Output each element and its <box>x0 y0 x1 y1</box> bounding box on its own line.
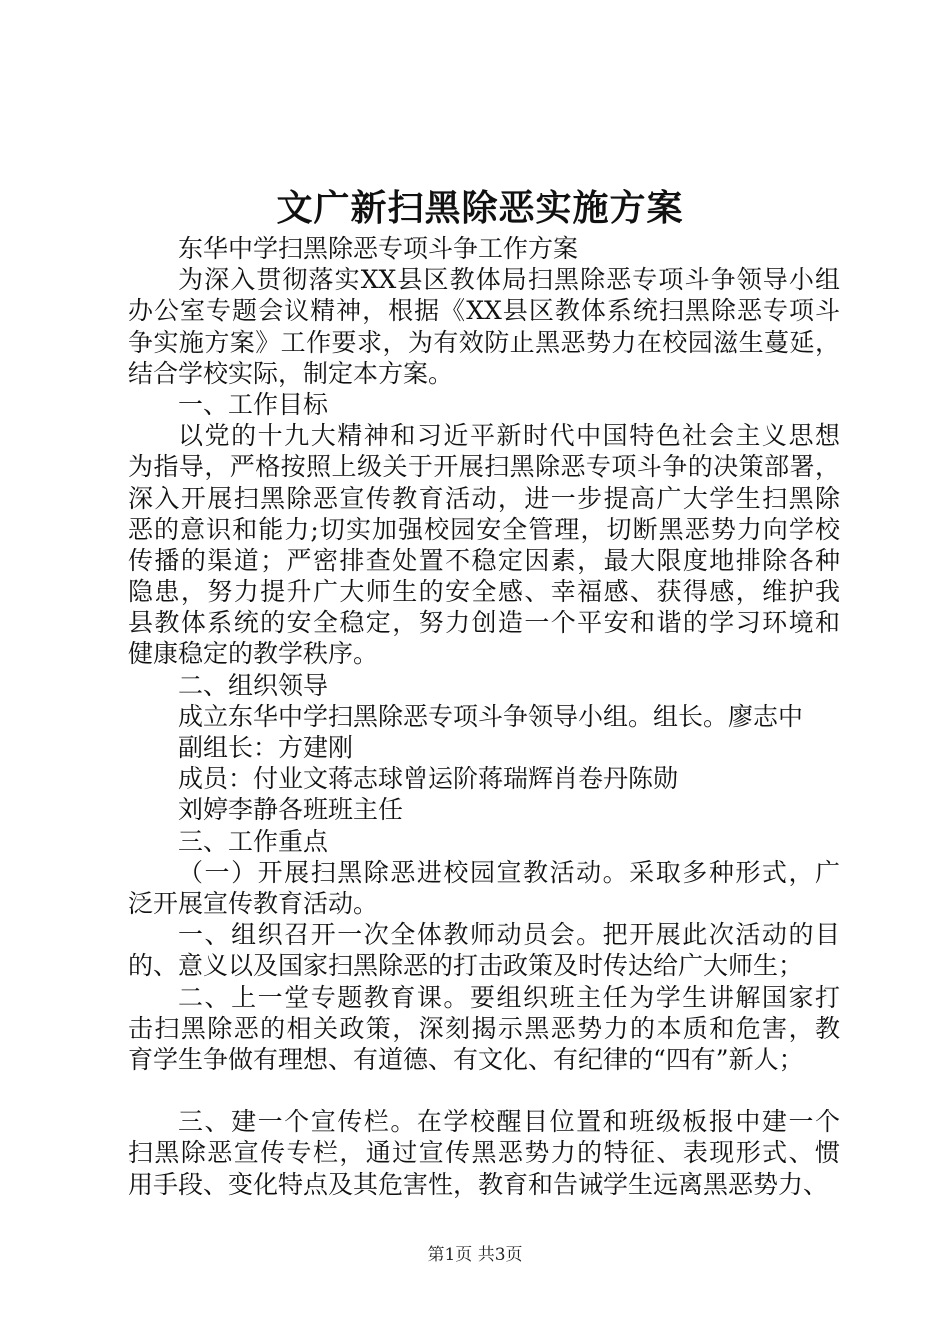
paragraph <box>128 982 840 1076</box>
text-line: 成立东华中学扫黑除恶专项斗争领导小组。组长。廖志中 <box>178 701 804 731</box>
text-line: 副组长：方建刚 <box>178 733 354 762</box>
text-line: 一、工作目标 <box>178 389 329 419</box>
text-line: 三、工作重点 <box>178 826 329 856</box>
paragraph <box>128 1106 840 1200</box>
text-line: 恶的意识和能力;切实加强校园安全管理，切断黑恶势力向学校 <box>128 514 840 544</box>
text-line: 传播的渠道；严密排查处置不稳定因素，最大限度地排除各种 <box>128 545 840 575</box>
paragraph <box>128 794 840 825</box>
text-line: 县教体系统的安全稳定，努力创造一个平安和谐的学习环境和 <box>128 608 840 638</box>
text-line: 争实施方案》工作要求，为有效防止黑恶势力在校园滋生蔓延， <box>128 327 840 357</box>
text-line: 结合学校实际，制定本方案。 <box>128 358 454 388</box>
text-line: 三、建一个宣传栏。在学校醒目位置和班级板报中建一个 <box>178 1107 840 1137</box>
text-line: 以党的十九大精神和习近平新时代中国特色社会主义思想 <box>178 421 840 451</box>
text-line: 为指导，严格按照上级关于开展扫黑除恶专项斗争的决策部署， <box>128 452 840 482</box>
paragraph <box>128 420 840 670</box>
page-footer: 第1页 共3页 <box>427 1245 523 1265</box>
text-line: 二、组织领导 <box>178 670 329 700</box>
paragraph <box>128 857 840 919</box>
paragraph <box>128 763 840 794</box>
text-line: 成员：付业文蒋志球曾运阶蒋瑞辉肖卷丹陈勋 <box>178 764 679 794</box>
paragraph <box>128 826 840 857</box>
text-line: 东华中学扫黑除恶专项斗争工作方案 <box>178 234 579 263</box>
text-line <box>128 1075 840 1106</box>
text-line: 二、上一堂专题教育课。要组织班主任为学生讲解国家打 <box>178 982 840 1012</box>
text-line: 办公室专题会议精神，根据《XX县区教体系统扫黑除恶专项斗 <box>128 296 840 326</box>
paragraph <box>128 670 840 701</box>
text-line: 一、组织召开一次全体教师动员会。把开展此次活动的目 <box>178 920 840 950</box>
paragraph <box>128 732 840 763</box>
text-line: 健康稳定的教学秩序。 <box>128 639 379 669</box>
paragraph <box>128 919 840 981</box>
text-line: 扫黑除恶宣传专栏，通过宣传黑恶势力的特征、表现形式、惯 <box>128 1138 840 1168</box>
text-line: 育学生争做有理想、有道德、有文化、有纪律的“四有”新人； <box>128 1044 804 1074</box>
text-line: 泛开展宣传教育活动。 <box>128 888 379 918</box>
document-title: 文广新扫黑除恶实施方案 <box>276 187 684 229</box>
text-line: 隐患，努力提升广大师生的安全感、幸福感、获得感，维护我 <box>128 577 840 607</box>
text-line: 为深入贯彻落实XX县区教体局扫黑除恶专项斗争领导小组 <box>178 265 840 295</box>
text-line: 深入开展扫黑除恶宣传教育活动，进一步提高广大学生扫黑除 <box>128 483 840 513</box>
text-line: 用手段、变化特点及其危害性，教育和告诫学生远离黑恶势力、 <box>128 1169 829 1199</box>
text-line: 的、意义以及国家扫黑除恶的打击政策及时传达给广大师生； <box>128 951 804 981</box>
paragraph <box>128 233 840 264</box>
paragraph <box>128 264 840 389</box>
text-line: （一）开展扫黑除恶进校园宣教活动。采取多种形式，广 <box>178 857 840 887</box>
paragraph <box>128 701 840 732</box>
paragraph <box>128 1075 840 1106</box>
paragraph <box>128 389 840 420</box>
text-line: 击扫黑除恶的相关政策，深刻揭示黑恶势力的本质和危害，教 <box>128 1013 840 1043</box>
text-line: 刘婷李静各班班主任 <box>178 795 404 825</box>
document-body <box>128 233 840 1200</box>
